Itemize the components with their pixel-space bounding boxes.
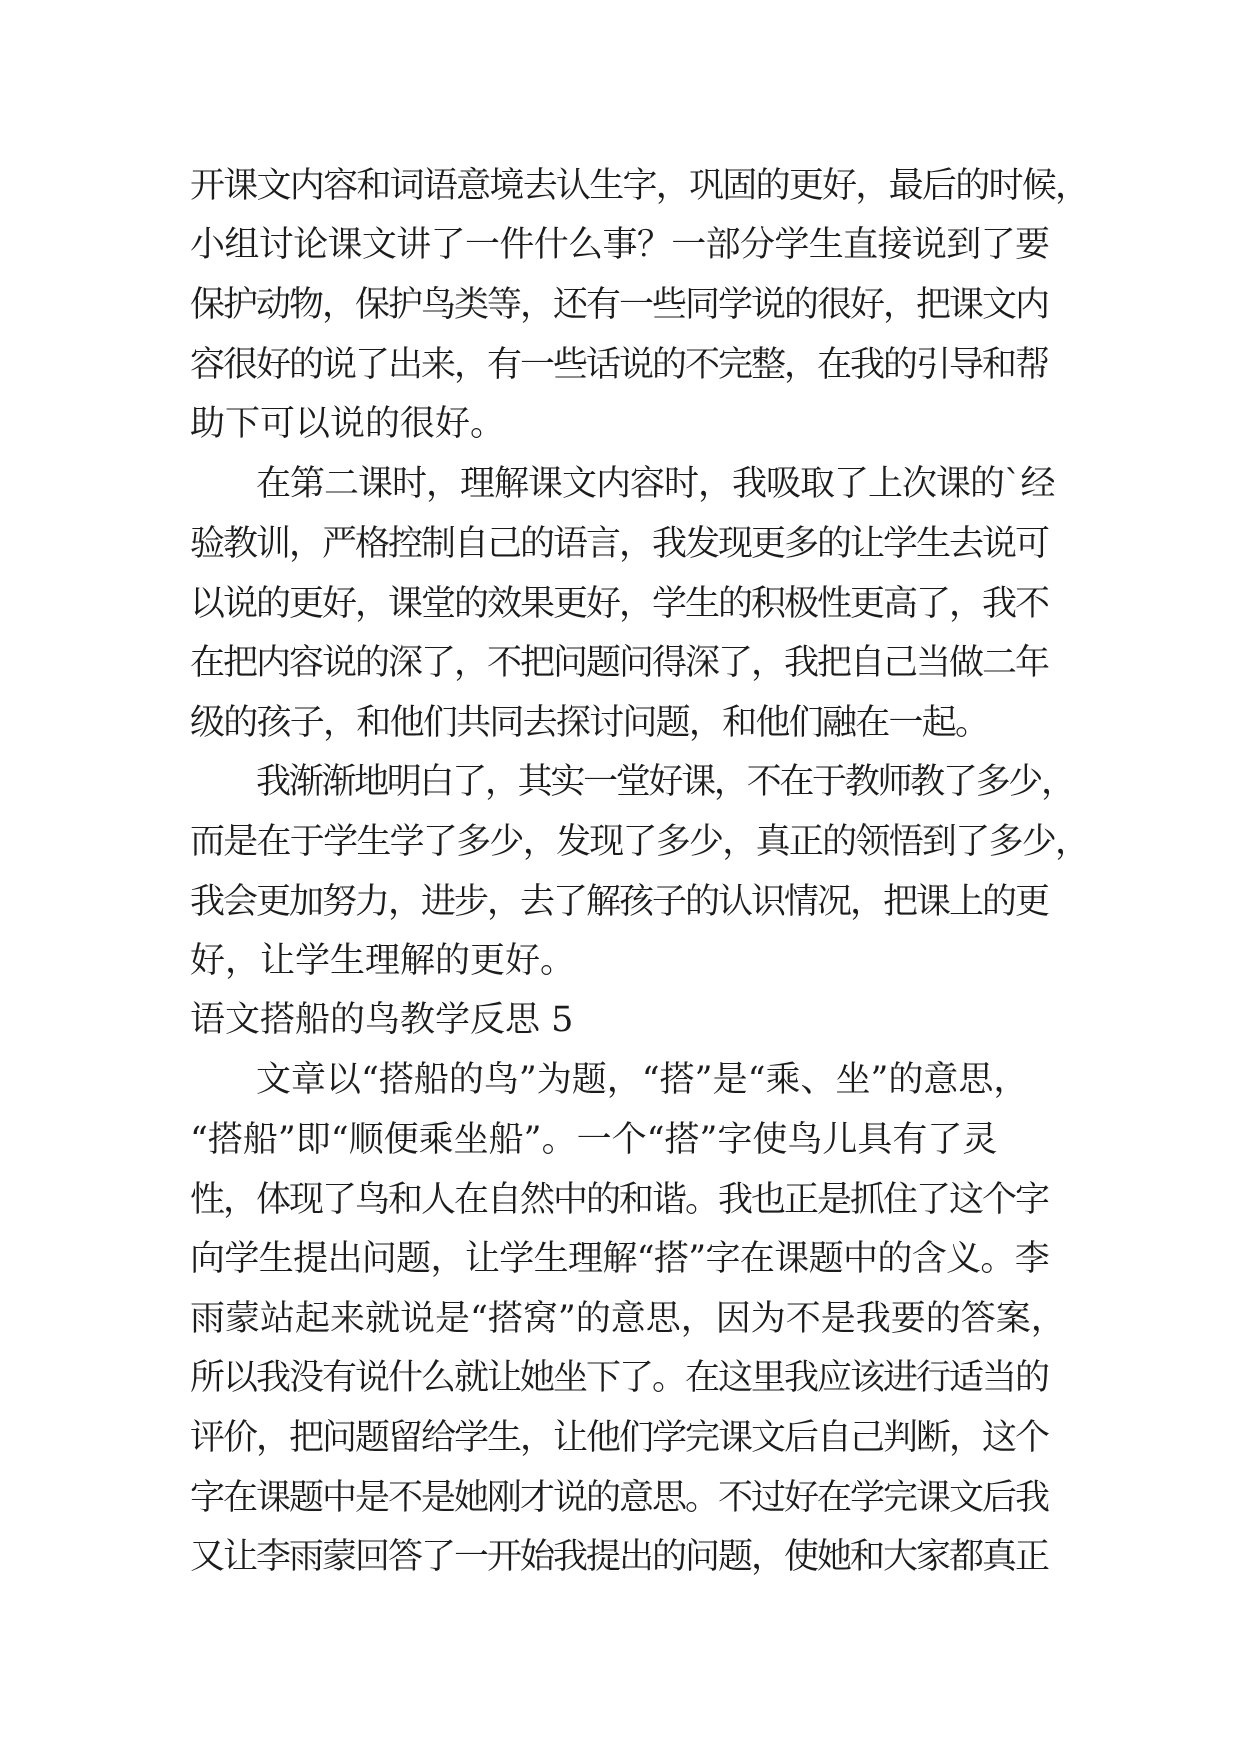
text-line: 字在课题中是不是她刚才说的意思。不过好在学完课文后我 bbox=[190, 1478, 1049, 1518]
text-line: 好，让学生理解的更好。 bbox=[190, 941, 576, 981]
text-line: 小组讨论课文讲了一件什么事？一部分学生直接说到了要 bbox=[190, 225, 1050, 265]
text-line: 又让李雨蒙回答了一开始我提出的问题，使她和大家都真正 bbox=[190, 1537, 1049, 1577]
paragraph-first-line: 我渐渐地明白了，其实一堂好课，不在于教师教了多少， bbox=[256, 762, 1074, 802]
text-line: 而是在于学生学了多少，发现了多少，真正的领悟到了多少， bbox=[190, 822, 1089, 862]
text-line: 评价，把问题留给学生，让他们学完课文后自己判断，这个 bbox=[190, 1418, 1049, 1458]
text-line: 开课文内容和词语意境去认生字，巩固的更好，最后的时候， bbox=[190, 166, 1089, 206]
text-line: 向学生提出问题，让学生理解“搭”字在课题中的含义。李 bbox=[190, 1239, 1050, 1279]
text-line: 以说的更好，课堂的效果更好，学生的积极性更高了，我不 bbox=[190, 584, 1049, 624]
text-line: 所以我没有说什么就让她坐下了。在这里我应该进行适当的 bbox=[190, 1358, 1049, 1398]
text-line: 验教训，严格控制自己的语言，我发现更多的让学生去说可 bbox=[190, 524, 1049, 564]
text-line: 我会更加努力，进步，去了解孩子的认识情况，把课上的更 bbox=[190, 882, 1049, 922]
text-line: 性，体现了鸟和人在自然中的和谐。我也正是抓住了这个字 bbox=[190, 1180, 1049, 1220]
section-heading: 语文搭船的鸟教学反思 5 bbox=[190, 1000, 574, 1040]
text-line: 级的孩子，和他们共同去探讨问题，和他们融在一起。 bbox=[190, 703, 989, 743]
text-line: “搭船”即“顺便乘坐船”。一个“搭”字使鸟儿具有了灵 bbox=[190, 1120, 998, 1160]
text-line: 保护动物，保护鸟类等，还有一些同学说的很好，把课文内 bbox=[190, 285, 1049, 325]
paragraph-first-line: 在第二课时，理解课文内容时，我吸取了上次课的`经 bbox=[256, 464, 1055, 504]
text-line: 雨蒙站起来就说是“搭窝”的意思，因为不是我要的答案， bbox=[190, 1299, 1066, 1339]
text-line: 在把内容说的深了，不把问题问得深了，我把自己当做二年 bbox=[190, 643, 1049, 683]
paragraph-first-line: 文章以“搭船的鸟”为题，“搭”是“乘、坐”的意思， bbox=[256, 1060, 1029, 1100]
text-line: 助下可以说的很好。 bbox=[190, 404, 506, 444]
text-line: 容很好的说了出来，有一些话说的不完整，在我的引导和帮 bbox=[190, 345, 1049, 385]
